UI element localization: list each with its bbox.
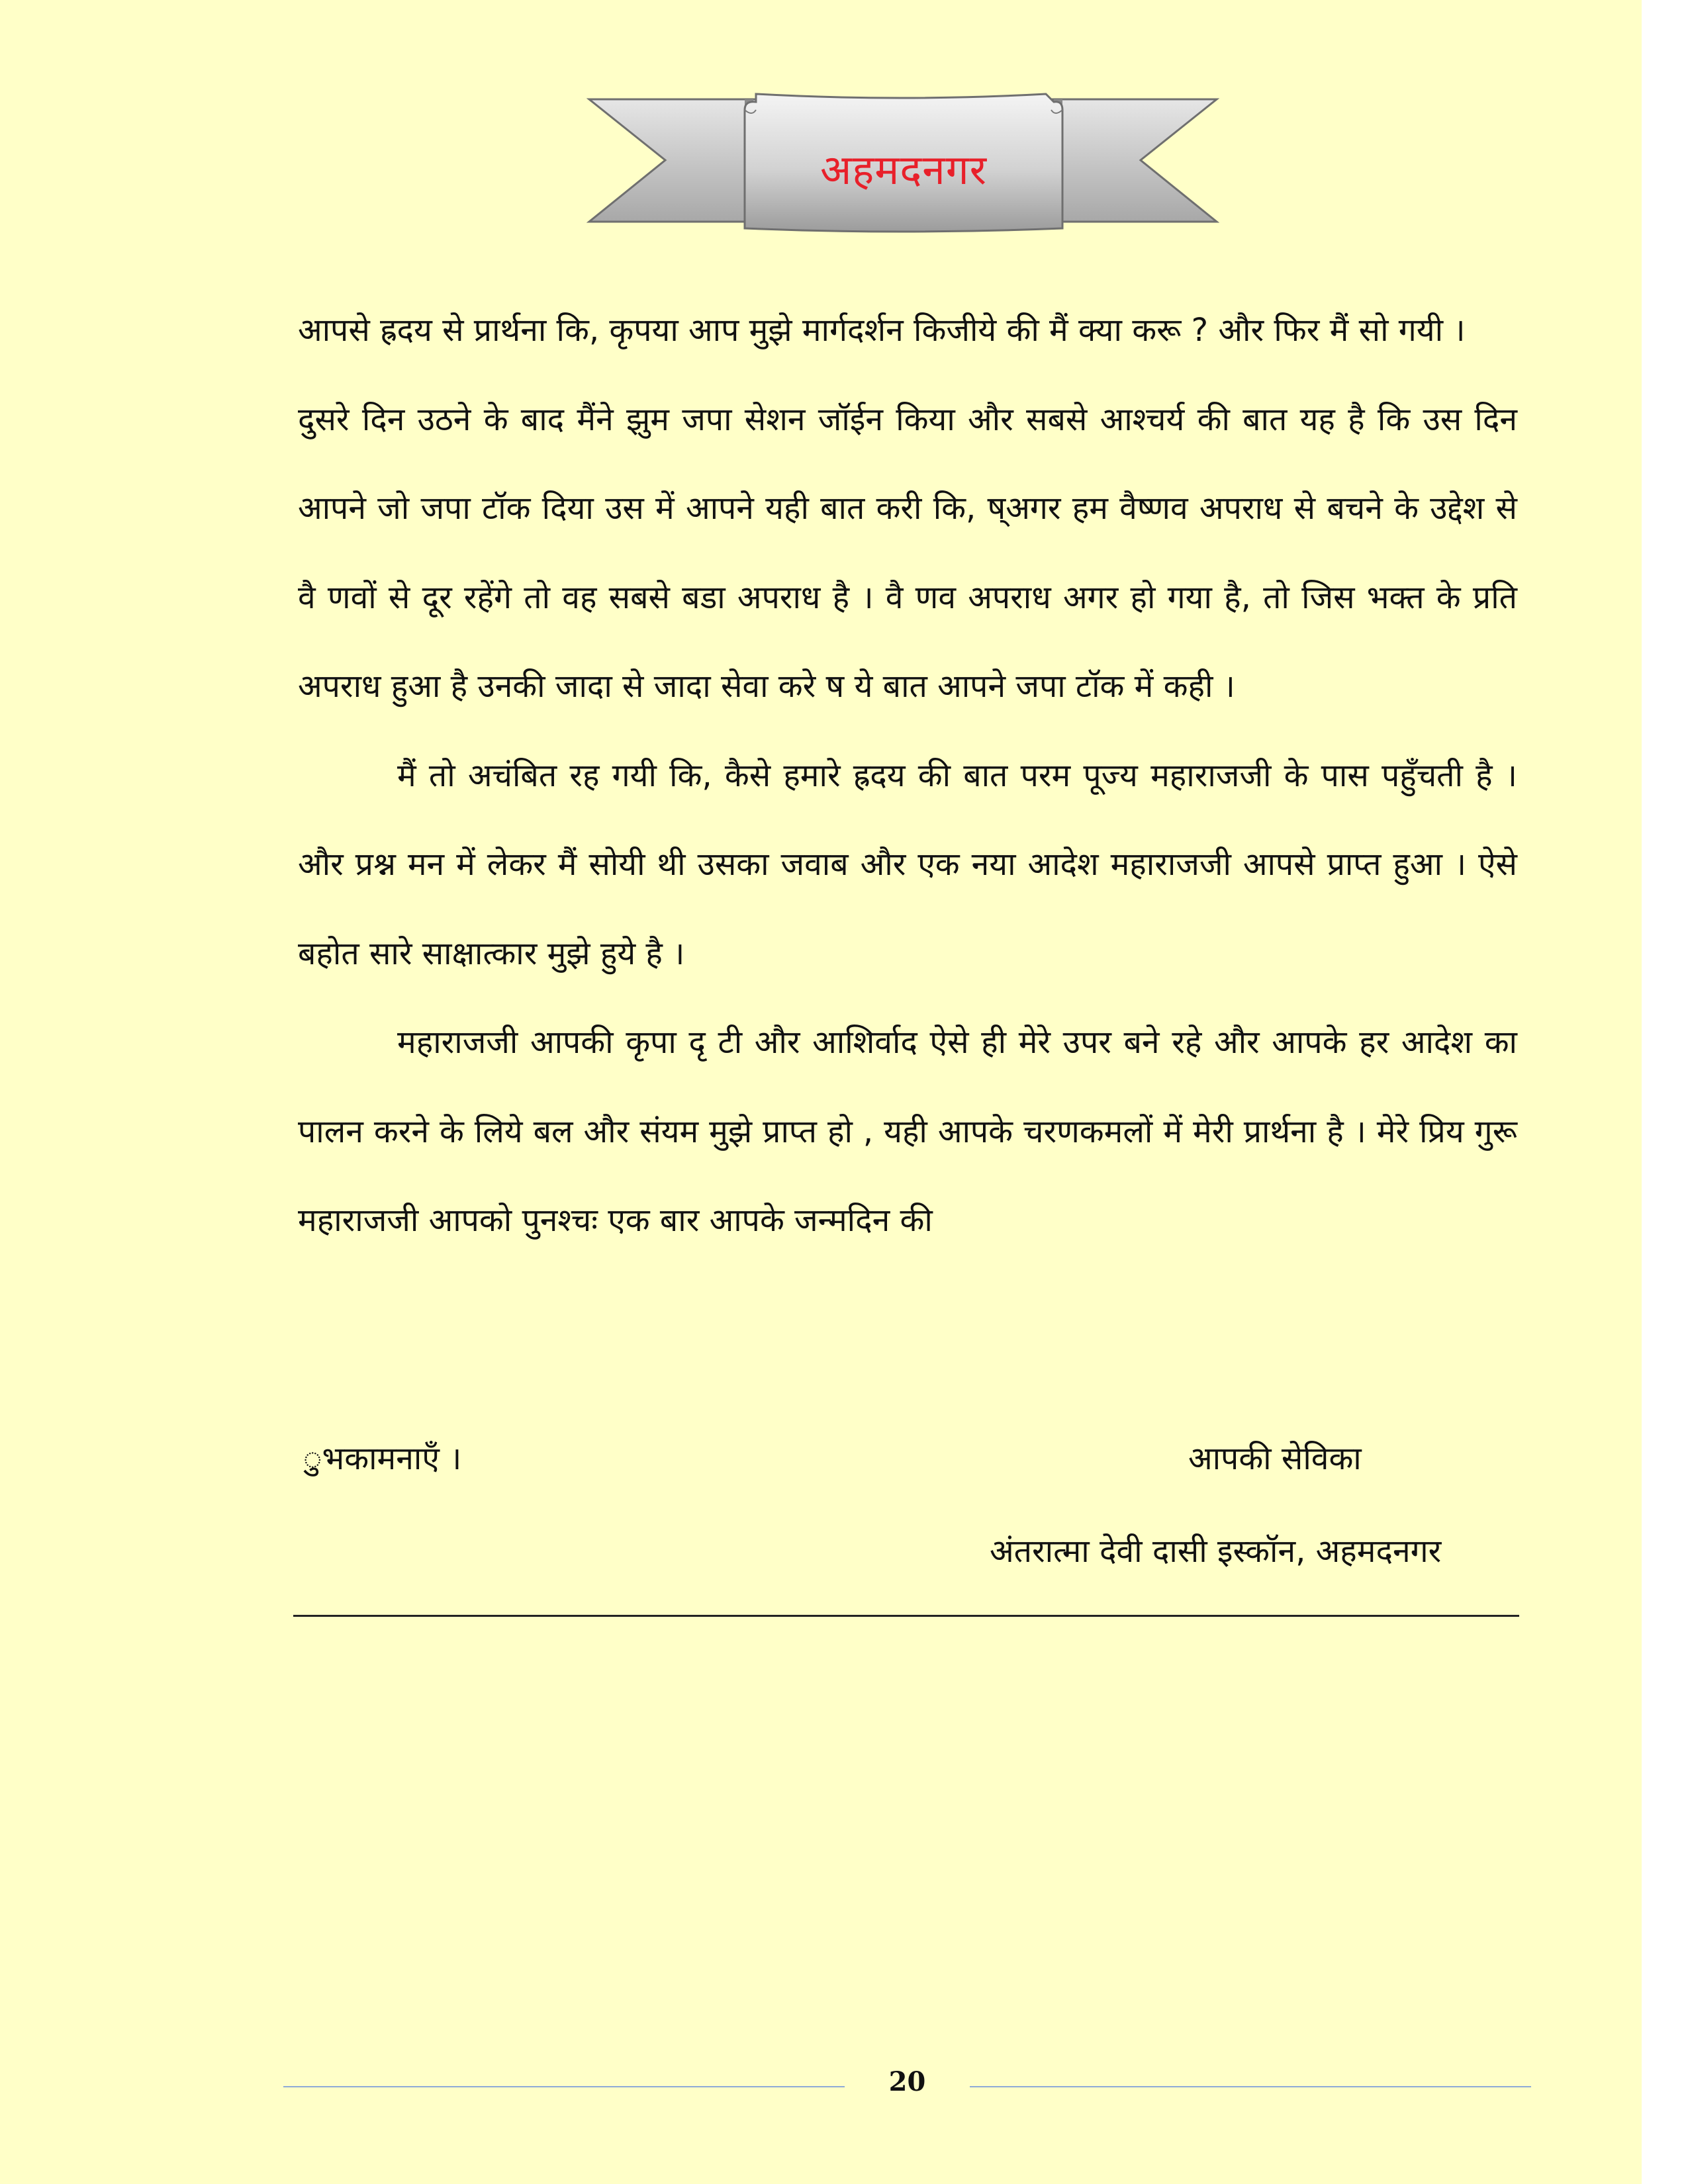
sender-label: आपकी सेविका xyxy=(1188,1440,1362,1477)
signature: अंतरात्मा देवी दासी इस्कॉन, अहमदनगर xyxy=(990,1533,1442,1570)
paragraph-3: मैं तो अचंबित रह गयी कि, कैसे हमारे ह्रदय की बात परम पूज्य महाराजजी के पास पहुँचती है । और प्रश्न मन में लेकर मैं सोयी थी उसका जवाब और एक नया आदेश महाराजजी आपसे प्राप्त हुआ । ऐसे बहोत सारे साक्षात्कार मुझे हुये है । xyxy=(298,756,1517,972)
closing-row xyxy=(298,1436,1517,1482)
page-number: 20 xyxy=(888,2066,926,2097)
closing-wishes: ुभकामनाएँ । xyxy=(303,1440,462,1477)
section-divider xyxy=(293,1615,1519,1617)
footer-rule-right xyxy=(970,2086,1531,2087)
banner-title: अहमदनगर xyxy=(820,146,987,194)
paragraph-2: दुसरे दिन उठने के बाद मैंने झुम जपा सेशन जॉईन किया और सबसे आश्चर्य की बात यह है कि उस दिन आपने जो जपा टॉक दिया उस में आपने यही बात करी कि, ष्अगर हम वैष्णव अपराध से बचने के उद्देश से वै णवों से दूर रहेंगे तो वह सबसे बडा अपराध है । वै णव अपराध अगर हो गया है, तो जिस भक्त के प्रति अपराध हुआ है उनकी जादा से जादा सेवा करे ष ये बात आपने जपा टॉक में कही । xyxy=(298,400,1517,705)
paragraph-1: आपसे ह्रदय से प्रार्थना कि, कृपया आप मुझे मार्गदर्शन किजीये की मैं क्या करू ? और फिर मैं सो गयी । xyxy=(298,312,1466,349)
letter-body xyxy=(298,286,1517,1265)
paragraph-4: महाराजजी आपकी कृपा दृ टी और आशिर्वाद ऐसे ही मेरे उपर बने रहे और आपके हर आदेश का पालन करने के लिये बल और संयम मुझे प्राप्त हो , यही आपके चरणकमलों में मेरी प्रार्थना है । मेरे प्रिय गुरू महाराजजी आपको पुनश्चः एक बार आपके जन्मदिन की xyxy=(298,1024,1517,1239)
title-banner xyxy=(583,93,1225,251)
footer-rule-left xyxy=(283,2086,845,2087)
